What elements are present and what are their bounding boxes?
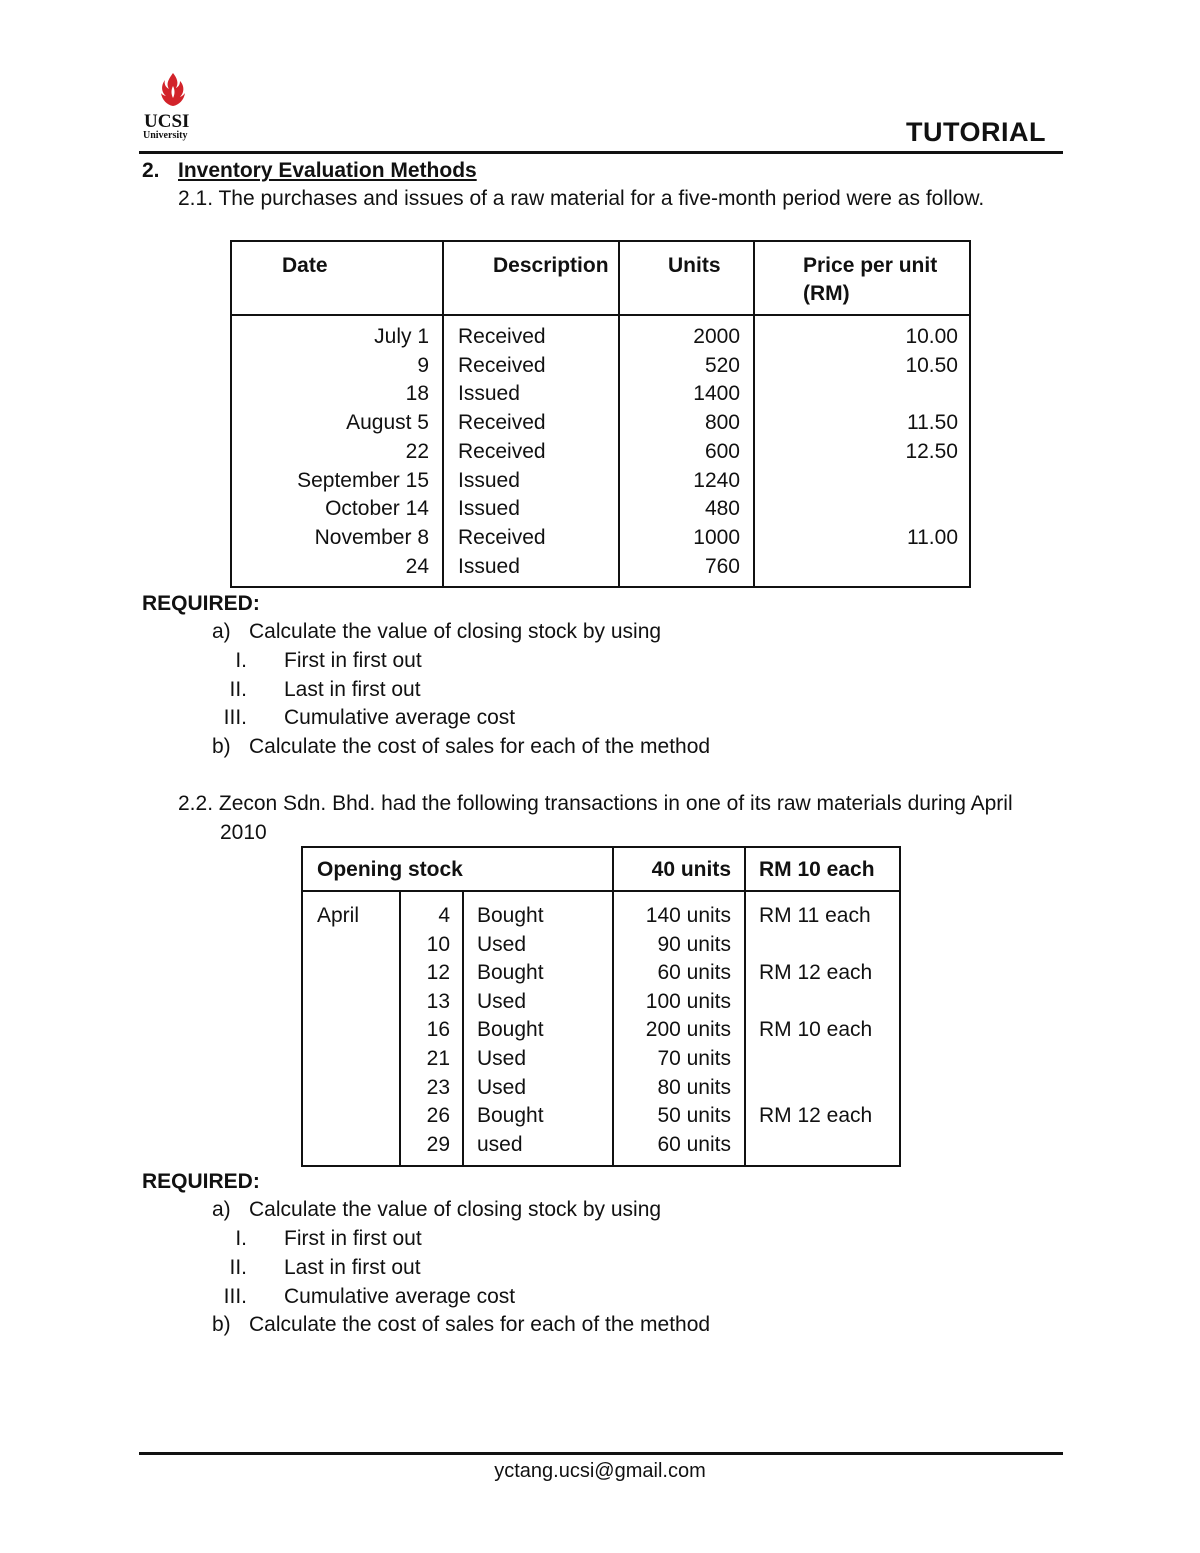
cell-description: Issued <box>458 382 520 406</box>
footer-divider <box>139 1452 1063 1455</box>
list-item-text: First in first out <box>284 1227 422 1250</box>
table-divider <box>744 848 746 1165</box>
cell-price: 12.50 <box>905 439 958 463</box>
cell-description: Bought <box>477 961 544 985</box>
cell-day: 13 <box>426 989 450 1013</box>
column-header-units: Units <box>668 254 721 277</box>
cell-price: RM 12 each <box>759 1104 873 1128</box>
list-item-text: Last in first out <box>284 678 421 701</box>
cell-date: 24 <box>405 554 429 578</box>
list-item-text: First in first out <box>284 649 422 672</box>
cell-date: 9 <box>417 353 429 377</box>
list-letter: b) <box>212 1313 231 1336</box>
cell-price: 10.50 <box>905 353 958 377</box>
list-numeral: II. <box>229 678 247 701</box>
list-item-text: Calculate the value of closing stock by using <box>249 620 662 643</box>
cell-description: Received <box>458 325 546 348</box>
cell-price: 11.50 <box>907 411 958 435</box>
cell-date: 22 <box>405 439 429 463</box>
cell-day: 16 <box>426 1018 450 1042</box>
cell-description: Issued <box>458 468 520 492</box>
cell-units: 480 <box>704 497 740 521</box>
list-item-text: Calculate the cost of sales for each of the method <box>249 1313 711 1336</box>
cell-units: 100 units <box>645 989 731 1013</box>
page-title: TUTORIAL <box>906 117 1046 147</box>
flame-icon <box>158 72 188 112</box>
list-numeral: III. <box>223 1285 247 1308</box>
question-2-2-text-cont: 2010 <box>220 821 267 844</box>
cell-description: Used <box>477 989 527 1013</box>
cell-date: September 15 <box>297 468 429 492</box>
cell-price: 11.00 <box>907 525 958 549</box>
list-numeral: III. <box>223 706 247 729</box>
logo-name: UCSI <box>144 111 190 132</box>
question-2-1-text: 2.1. The purchases and issues of a raw material for a five-month period were as follow. <box>178 187 985 210</box>
list-letter: b) <box>212 735 231 758</box>
cell-units: 600 <box>704 439 740 463</box>
cell-date: August 5 <box>346 411 429 435</box>
list-numeral: I. <box>235 1227 247 1250</box>
cell-description: Received <box>458 353 546 377</box>
april-transactions-table <box>301 846 901 1167</box>
cell-day: 26 <box>426 1104 450 1128</box>
list-item-text: Cumulative average cost <box>284 706 516 729</box>
cell-description: Issued <box>458 497 520 521</box>
cell-description: Bought <box>477 904 544 927</box>
cell-units: 520 <box>704 353 740 377</box>
cell-units: 1240 <box>693 468 740 492</box>
cell-day: 21 <box>426 1047 450 1070</box>
list-numeral: I. <box>235 649 247 672</box>
cell-price: RM 12 each <box>759 961 873 985</box>
cell-description: Used <box>477 1075 527 1099</box>
list-item-text: Calculate the value of closing stock by using <box>249 1198 662 1221</box>
cell-day: 10 <box>426 932 450 956</box>
column-header-date: Date <box>282 254 328 277</box>
cell-units: 50 units <box>657 1104 731 1128</box>
table-header-divider <box>232 314 969 316</box>
list-item-text: Cumulative average cost <box>284 1285 516 1308</box>
cell-date: July 1 <box>374 325 429 348</box>
month-label: April <box>317 904 360 927</box>
cell-units: 800 <box>704 411 740 435</box>
required-label: REQUIRED: <box>142 592 260 615</box>
cell-units: 60 units <box>657 961 731 985</box>
cell-day: 4 <box>438 904 450 927</box>
logo-subtitle: University <box>143 130 188 141</box>
opening-stock-price: RM 10 each <box>759 858 875 881</box>
cell-day: 29 <box>426 1132 450 1156</box>
university-logo <box>140 72 210 142</box>
required-label: REQUIRED: <box>142 1170 260 1193</box>
cell-description: Received <box>458 525 546 549</box>
cell-date: October 14 <box>325 497 429 521</box>
cell-price: RM 11 each <box>759 904 871 927</box>
cell-description: Used <box>477 932 527 956</box>
list-item-text: Last in first out <box>284 1256 421 1279</box>
column-header-description: Description <box>493 254 609 277</box>
cell-units: 80 units <box>657 1075 731 1099</box>
cell-units: 1000 <box>693 525 740 549</box>
cell-day: 23 <box>426 1075 450 1099</box>
cell-description: Received <box>458 411 546 435</box>
cell-price: RM 10 each <box>759 1018 873 1042</box>
cell-description: used <box>477 1132 523 1156</box>
cell-price: 10.00 <box>905 325 958 348</box>
question-2-2-text: 2.2. Zecon Sdn. Bhd. had the following transactions in one of its raw materials during April <box>178 792 1013 815</box>
purchases-issues-table <box>230 240 971 588</box>
table-divider <box>462 892 464 1165</box>
list-letter: a) <box>212 1198 231 1221</box>
cell-units: 70 units <box>657 1047 731 1070</box>
table-divider <box>442 242 444 586</box>
cell-units: 140 units <box>645 904 731 927</box>
column-header-price: Price per unit <box>803 254 938 277</box>
table-header-divider <box>303 890 899 892</box>
cell-date: November 8 <box>314 525 429 549</box>
cell-description: Bought <box>477 1018 544 1042</box>
list-numeral: II. <box>229 1256 247 1279</box>
section-title: Inventory Evaluation Methods <box>178 159 477 182</box>
section-number: 2. <box>142 159 160 182</box>
cell-date: 18 <box>405 382 429 406</box>
cell-description: Received <box>458 439 546 463</box>
column-header-price-unit: (RM) <box>803 282 850 305</box>
cell-units: 1400 <box>693 382 740 406</box>
list-letter: a) <box>212 620 231 643</box>
cell-description: Issued <box>458 554 520 578</box>
list-item-text: Calculate the cost of sales for each of the method <box>249 735 711 758</box>
header-divider <box>139 151 1063 154</box>
cell-units: 2000 <box>693 325 740 348</box>
opening-stock-label: Opening stock <box>317 858 463 881</box>
opening-stock-units: 40 units <box>651 858 731 881</box>
cell-description: Used <box>477 1047 527 1070</box>
cell-units: 60 units <box>657 1132 731 1156</box>
cell-day: 12 <box>426 961 450 985</box>
cell-units: 760 <box>704 554 740 578</box>
cell-units: 90 units <box>657 932 731 956</box>
cell-units: 200 units <box>645 1018 731 1042</box>
cell-description: Bought <box>477 1104 544 1128</box>
footer-email: yctang.ucsi@gmail.com <box>494 1460 706 1482</box>
